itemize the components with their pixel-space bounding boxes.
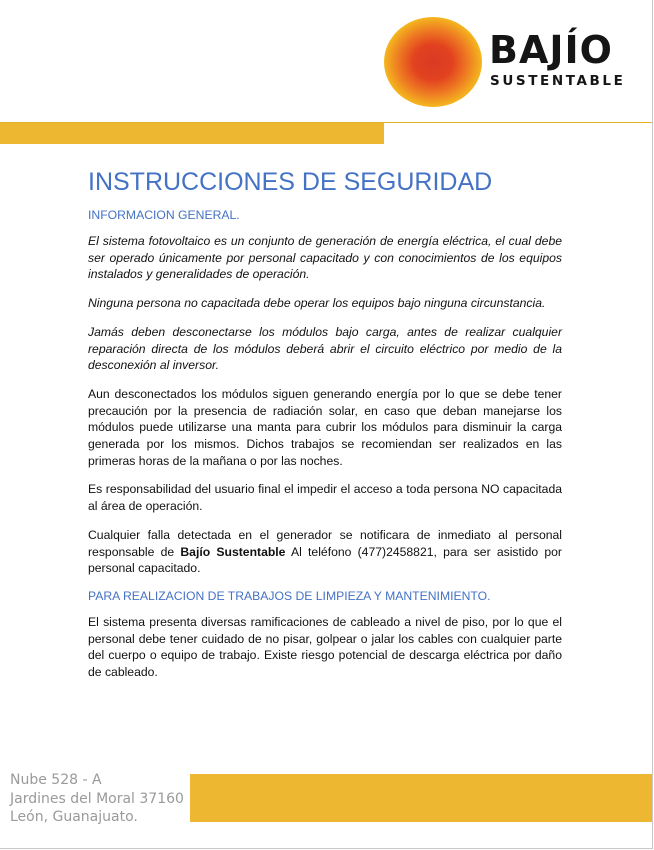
- address-line-street: Nube 528 - A: [10, 772, 102, 788]
- document-body: [88, 166, 562, 693]
- paragraph-no-untrained: Ninguna persona no capacitada debe operar los equipos bajo ninguna circunstancia.: [88, 296, 546, 311]
- logo-tagline: SUSTENTABLE: [490, 73, 626, 89]
- footer-address: [10, 771, 184, 827]
- section-heading-maintenance: PARA REALIZACION DE TRABAJOS DE LIMPIEZA Y MANTENIMIENTO.: [88, 588, 491, 603]
- address-line-neighborhood: Jardines del Moral 37160: [10, 790, 184, 807]
- fault-report-phone-text: Al teléfono (477)2458821, para ser asistido por personal capacitado.: [88, 544, 562, 576]
- company-name-bold: Bajío Sustentable: [180, 544, 286, 559]
- paragraph-disconnect-warning: Jamás deben desconectarse los módulos bajo carga, antes de realizar cualquier reparación directa de los módulos deberá abrir el circuito eléctrico por medio de la desconexión al inversor.: [88, 324, 562, 373]
- paragraph-user-responsibility: Es responsabilidad del usuario final el impedir el acceso a toda persona NO capacitada al área de operación.: [88, 482, 562, 514]
- logo-brand: BAJÍO: [489, 28, 613, 72]
- fault-report-text: Cualquier falla detectada en el generador se notificara de inmediato al personal responsable de: [88, 527, 562, 559]
- paragraph-solar-radiation: Aun desconectados los módulos siguen generando energía por lo que se debe tener precaución por la presencia de radiación solar, en caso que deban manejarse los módulos puede utilizarse una manta para cubrir los módulos para disminuir la carga generada por los mismos. Dichos trabajos se recomiendan ser realizados en las primeras horas de la mañana o por las noches.: [88, 386, 562, 468]
- paragraph-fault-report: [88, 527, 562, 577]
- sun-logo-icon: [384, 17, 482, 107]
- section-heading-general: INFORMACION GENERAL.: [88, 208, 240, 222]
- header-accent-band: [0, 123, 384, 144]
- paragraph-cabling-warning: El sistema presenta diversas ramificaciones de cableado a nivel de piso, por lo que el personal debe tener cuidado de no pisar, golpear o jalar los cables con cualquier parte del cuerpo o equipo de trabajo. Existe riesgo potencial de descarga eléctrica por daño de cableado.: [88, 614, 562, 680]
- address-line-city: León, Guanajuato.: [10, 809, 138, 825]
- footer-accent-band: [190, 774, 652, 822]
- document-title: INSTRUCCIONES DE SEGURIDAD: [88, 168, 493, 196]
- paragraph-system-description: El sistema fotovoltaico es un conjunto de generación de energía eléctrica, el cual debe ser operado únicamente por personal capacitado y con conocimientos de los equipos instalados y generalidades de operación.: [88, 234, 562, 282]
